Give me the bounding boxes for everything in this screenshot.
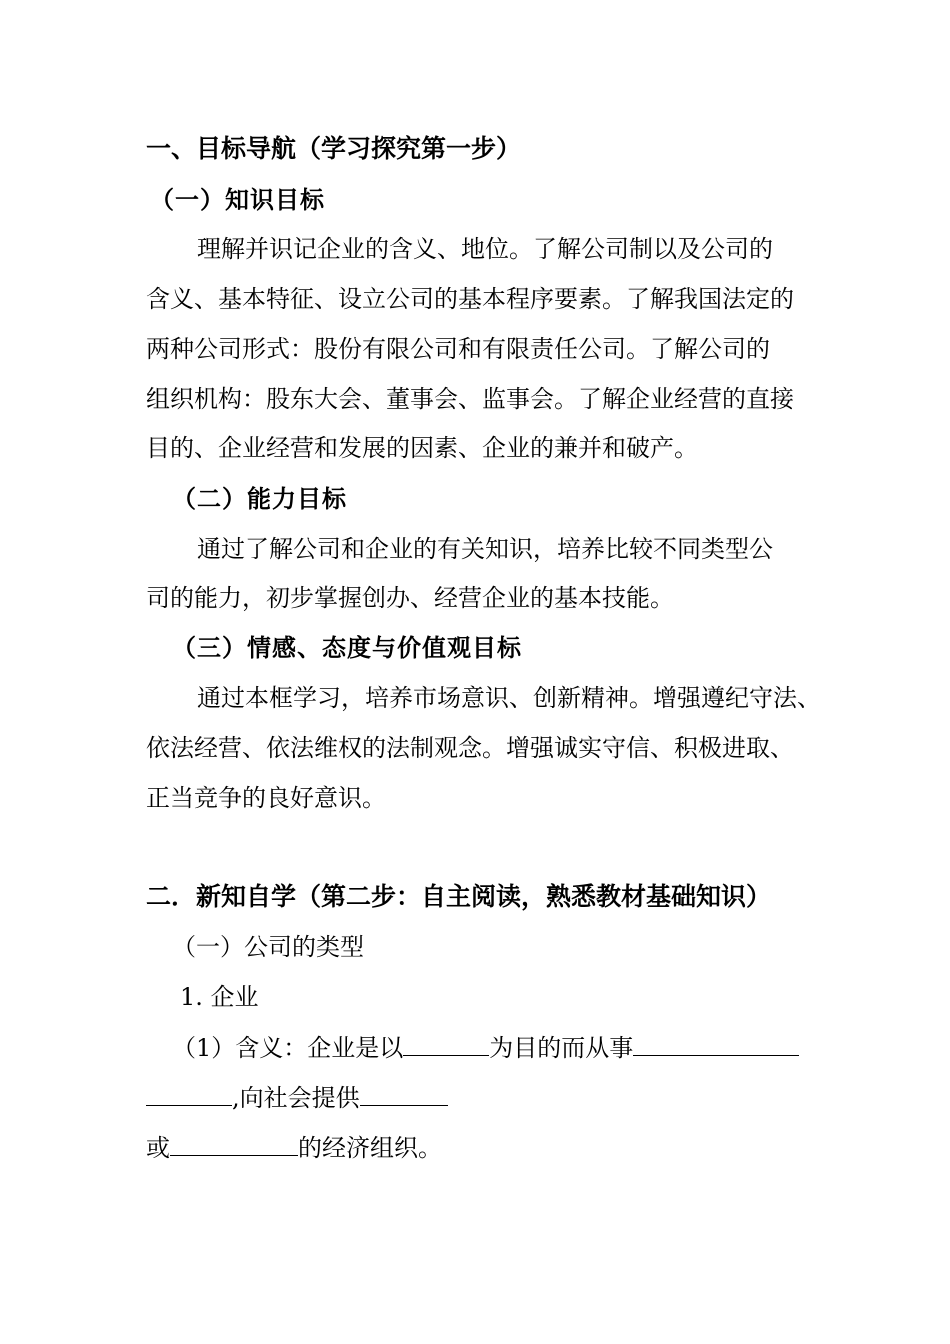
fill-blank-3[interactable] (360, 1081, 448, 1106)
company-types-heading: （一）公司的类型 (172, 933, 364, 961)
fill-blank-4[interactable] (170, 1131, 298, 1156)
knowledge-heading: （一）知识目标 (150, 186, 325, 214)
section2-heading: 二．新知自学（第二步：自主阅读，熟悉教材基础知识） (146, 882, 772, 911)
definition-text-1: （1）含义：企业是以 (172, 1034, 404, 1062)
emotion-line-2: 依法经营、依法维权的法制观念。增强诚实守信、积极进取、 (146, 734, 794, 762)
knowledge-line-5: 目的、企业经营和发展的因素、企业的兼并和破产。 (146, 434, 698, 462)
knowledge-line-2: 含义、基本特征、设立公司的基本程序要素。了解我国法定的 (146, 285, 794, 313)
knowledge-line-3: 两种公司形式：股份有限公司和有限责任公司。了解公司的 (146, 335, 770, 363)
ability-heading: （二）能力目标 (172, 485, 347, 513)
definition-line-3 (146, 1131, 442, 1164)
fill-blank-2-continued[interactable] (146, 1081, 232, 1106)
definition-line-2 (146, 1081, 448, 1114)
definition-line-1 (172, 1031, 799, 1064)
definition-text-5: 的经济组织。 (298, 1134, 442, 1162)
knowledge-line-4: 组织机构：股东大会、董事会、监事会。了解企业经营的直接 (146, 385, 794, 413)
emotion-heading: （三）情感、态度与价值观目标 (172, 634, 522, 662)
definition-text-3: ,向社会提供 (232, 1084, 360, 1112)
fill-blank-2[interactable] (633, 1031, 799, 1056)
section1-heading: 一、目标导航（学习探究第一步） (146, 134, 522, 163)
emotion-line-3: 正当竞争的良好意识。 (146, 784, 386, 812)
ability-line-1: 通过了解公司和企业的有关知识，培养比较不同类型公 (197, 535, 773, 563)
ability-line-2: 司的能力，初步掌握创办、经营企业的基本技能。 (146, 584, 674, 612)
fill-blank-1[interactable] (403, 1031, 489, 1056)
knowledge-line-1: 理解并识记企业的含义、地位。了解公司制以及公司的 (197, 235, 773, 263)
item-enterprise: 1. 企业 (180, 983, 259, 1011)
definition-text-2: 为目的而从事 (489, 1034, 634, 1062)
emotion-line-1: 通过本框学习，培养市场意识、创新精神。增强遵纪守法、 (197, 684, 821, 712)
definition-text-4: 或 (146, 1134, 170, 1162)
